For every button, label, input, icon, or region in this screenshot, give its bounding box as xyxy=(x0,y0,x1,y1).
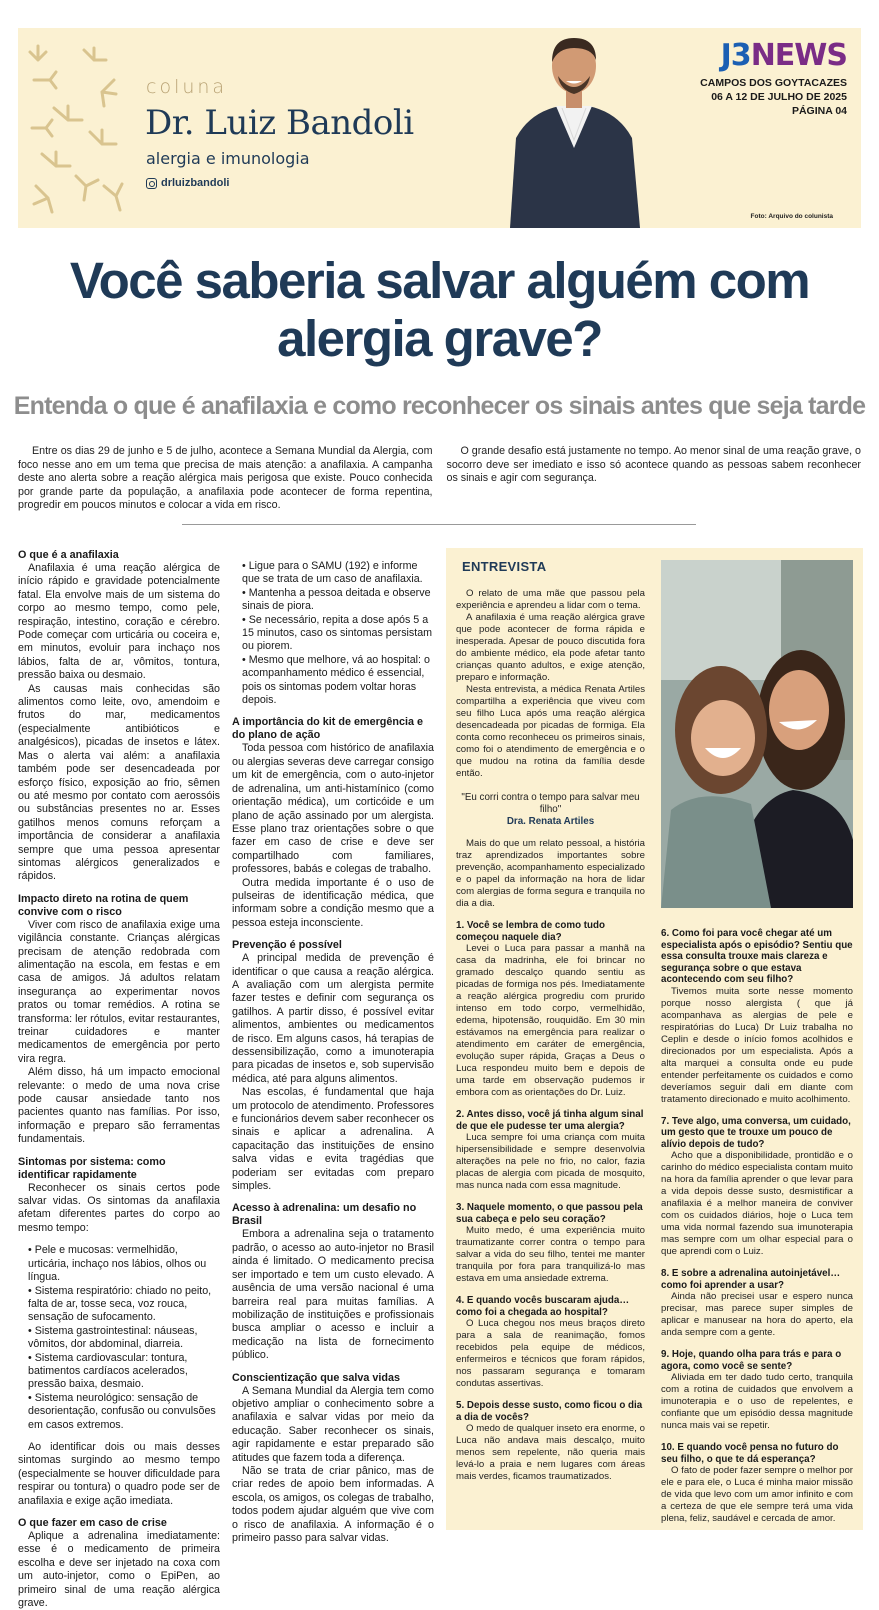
question: 8. E sobre a adrenalina autoinjetável… como foi aprender a usar? xyxy=(661,1268,841,1291)
paragraph: A Semana Mundial da Alergia tem como objetivo ampliar o conhecimento sobre a anafilaxia e salvar vidas por meio da educação. Saber reconhecer os sinais, agir rapidamente e estar preparado são atitudes que fazem toda a diferença. xyxy=(232,1384,434,1464)
section-heading: Prevenção é possível xyxy=(232,939,342,952)
question: 6. Como foi para você chegar até um especialista após o episódio? Sentiu que essa consulta trouxe mais clareza e segurança sobre o que estava acontecendo com seu filho? xyxy=(661,928,853,985)
article-column-1 xyxy=(18,549,220,1610)
bullet-item: • Mantenha a pessoa deitada e observe sinais de piora. xyxy=(242,586,431,613)
section-heading: O que fazer em caso de crise xyxy=(18,1517,167,1529)
question: 5. Depois desse susto, como ficou o dia a dia de vocês? xyxy=(456,1400,643,1423)
paragraph: Aplique a adrenalina imediatamente: esse é o medicamento de primeira escolha e deve ser injetado na coxa com um auto-injetor, como o EpiPen, ao primeiro sinal de uma reação alérgica grave. xyxy=(18,1530,220,1610)
edition-dates: 06 A 12 DE JULHO DE 2025 xyxy=(711,91,847,103)
j3news-logo xyxy=(721,38,847,73)
city: CAMPOS DOS GOYTACAZES xyxy=(700,77,847,89)
instagram-icon xyxy=(146,178,157,189)
answer: Muito medo, é uma experiência muito traumatizante correr contra o tempo para salvar a vida do seu filho, tentei me manter tranquila por fora para tranquilizá-lo mas estava em uma ansiedade extrema. xyxy=(456,1225,645,1284)
paragraph: Não se trata de criar pânico, mas de criar redes de apoio bem informadas. A escola, os amigos, os colegas de trabalho, todos podem ajudar alguém que vive com o risco de anafilaxia. A informação é o primeiro passo para salvar vidas. xyxy=(232,1464,434,1544)
columnist-name: Dr. Luiz Bandoli xyxy=(145,103,414,143)
specialty: alergia e imunologia xyxy=(146,149,310,168)
question: 10. E quando você pensa no futuro do seu filho, o que te dá esperança? xyxy=(661,1442,839,1465)
columnist-photo xyxy=(500,28,648,228)
paragraph: Anafilaxia é uma reação alérgica de início rápido e gravidade potencialmente fatal. Ela envolve mais de um sistema do corpo ao mesmo tempo, como pele, respiração, intestino, coração e cérebro. Pode começar com urticária ou coceira e, em minutos, evoluir para inchaço nos lábios, falta de ar, vômitos, tontura, pressão baixa ou desmaio. xyxy=(18,562,220,682)
paragraph: Embora a adrenalina seja o tratamento padrão, o acesso ao auto-injetor no Brasil ainda é limitado. O medicamento precisa ser importado e tem um custo elevado. A ausência de uma versão nacional é uma barreira real para muitas famílias. A mobilização de instituições e profissionais busca ampliar o acesso e incluir a medicação na lista de fornecimento público. xyxy=(232,1228,434,1362)
paragraph: Toda pessoa com histórico de anafilaxia ou alergias severas deve carregar consigo um kit de emergência, com o auto-injetor de adrenalina, um anti-histamínico (como orientação médica), um corticóide e um plano de ação assinado por um alergista. Esse plano traz orientações sobre o que fazer em caso de crise e deve ser compartilhado com familiares, professores, babás e colegas de trabalho. xyxy=(232,742,434,876)
quote-author: Dra. Renata Artiles xyxy=(506,816,595,827)
paragraph: Ao identificar dois ou mais desses sintomas surgindo ao mesmo tempo (especialmente se houver dificuldade para respirar ou tontura) o quadro pode ser de anafilaxia e exige ação imediata. xyxy=(18,1440,220,1507)
question: 3. Naquele momento, o que passou pela sua cabeça e pelo seu coração? xyxy=(456,1202,643,1225)
subheadline: Entenda o que é anafilaxia e como reconhecer os sinais antes que seja tarde xyxy=(13,392,866,420)
pull-quote xyxy=(456,792,645,828)
interview-column-2 xyxy=(661,918,853,1525)
headline: Você saberia salvar alguém com alergia grave? xyxy=(69,252,810,367)
paragraph: Reconhecer os sinais certos pode salvar vidas. Os sintomas da anafilaxia afetam diferentes partes do corpo ao mesmo tempo: xyxy=(18,1181,220,1234)
column-label: coluna xyxy=(146,76,228,98)
bullet-item: • Sistema respiratório: chiado no peito, falta de ar, tosse seca, voz rouca, sensação de sufocamento. xyxy=(28,1284,212,1324)
section-heading: A importância do kit de emergência e do plano de ação xyxy=(232,716,424,742)
question: 7. Teve algo, uma conversa, um cuidado, um gesto que te trouxe um pouco de alívio depois de tudo? xyxy=(661,1115,851,1150)
answer: O Luca chegou nos meus braços direto para a sala de reanimação, fomos recebidos pela equipe de médicos, enfermeiros e técnicos que foram rápidos, nos passaram segurança e tomaram condutas assertivas. xyxy=(456,1318,645,1389)
paragraph: As causas mais conhecidas são alimentos como leite, ovo, amendoim e frutos do mar, medicamentos (especialmente antibióticos e analgésicos), picadas de insetos e látex. Mas o alerta vai além: a anafilaxia também pode ser desencadeada por esforço físico, exposição ao frio, sêmen ou até mesmo por contato com aerossóis ou substâncias presentes no ar. Esses gatilhos menos comuns reforçam a importância de considerar a anafilaxia sempre que uma pessoa apresentar sintomas alérgicos generalizados e rápidos. xyxy=(18,682,220,883)
intro-paragraph: O grande desafio está justamente no tempo. Ao menor sinal de uma reação grave, o socorro deve ser imediato e isso só acontece quando as pessoas sabem reconhecer os sinais e agir com segurança. xyxy=(446,445,861,484)
logo-news: NEWS xyxy=(750,38,847,73)
bullet-item: • Sistema gastrointestinal: náuseas, vômitos, dor abdominal, diarreia. xyxy=(28,1324,198,1351)
bullet-item: • Se necessário, repita a dose após 5 a 15 minutos, caso os sintomas persistam ou piorem. xyxy=(242,613,433,653)
answer: O fato de poder fazer sempre o melhor por ele e para ele, o Luca é minha maior missão de vida que levo com um amor infinito e com a certeza de que ele sempre terá uma vida plena, feliz, saudável e cercada de amor. xyxy=(661,1465,853,1524)
answer: Ainda não precisei usar e espero nunca precisar, mas parece super simples de aplicar e manusear na hora do aperto, ela anda sempre com a gente. xyxy=(661,1291,853,1338)
intro-text xyxy=(18,445,861,513)
instagram-text: drluizbandoli xyxy=(161,177,230,189)
question: 2. Antes disso, você já tinha algum sinal de que ele pudesse ter uma alergia? xyxy=(456,1109,644,1132)
interview-column-1 xyxy=(456,588,645,1483)
interview-label: ENTREVISTA xyxy=(462,559,547,574)
section-heading: Conscientização que salva vidas xyxy=(232,1371,401,1384)
paragraph: Viver com risco de anafilaxia exige uma vigilância constante. Crianças alérgicas precisam de atenção redobrada com alimentação na escola, em festas e em casa de amigos. Já adultos relatam insegurança ao experimentar novos pratos ou tomar remédios. A rotina se transforma: ler rótulos, evitar restaurantes, treinar cuidadores e manter medicamentos de emergência por perto vira regra. xyxy=(18,918,220,1065)
bullet-item: • Pele e mucosas: vermelhidão, urticária, inchaço nos lábios, olhos ou língua. xyxy=(28,1244,207,1284)
answer: Aliviada em ter dado tudo certo, tranquila com a rotina de cuidados que envolvem a imunoterapia e o uso de repelentes, e confiante que um episódio dessa magnitude nunca mais vai se repetir. xyxy=(661,1372,853,1431)
question: 1. Você se lembra de como tudo começou naquele dia? xyxy=(456,920,605,943)
section-heading: Impacto direto na rotina de quem convive com o risco xyxy=(18,892,189,918)
article-column-2 xyxy=(232,560,434,1545)
paragraph: A anafilaxia é uma reação alérgica grave que pode acontecer de forma rápida e inesperada. Apesar de pouco discutida fora do ambiente médico, ela pode afetar tanto crianças quanto adultos, e exige atenção, preparo e informação. xyxy=(456,612,645,683)
answer: Tivemos muita sorte nesse momento porque nosso alergista ( que já acompanhava as alergias de pele e respiratórias do Luca) Dr Luiz trabalha no Ceplin e desde o início fomos acolhidos e direcionados por um especialista. Após a alta marquei a consulta onde eu pude entender perfeitamente os cuidados e como deveríamos seguir dali em diante com tratamento direcionado e muito acolhimento. xyxy=(661,985,853,1105)
instagram-handle[interactable] xyxy=(146,177,229,189)
bullet-item: • Sistema neurológico: sensação de desorientação, confusão ou convulsões em casos extremos. xyxy=(28,1391,216,1431)
paragraph: Nesta entrevista, a médica Renata Artiles compartilha a experiência que viveu com seu filho Luca após uma reação alérgica desencadeada por picadas de formiga. Ela conta como reconheceu os primeiros sinais, como foi o atendimento de emergência e o que mudou na rotina da família desde então. xyxy=(456,684,645,779)
bullet-item: • Sistema cardiovascular: tontura, batimentos cardíacos acelerados, pressão baixa, desmaio. xyxy=(28,1351,188,1391)
answer: O medo de qualquer inseto era enorme, o Luca não andava mais descalço, muito menos sem repelente, não queria mais levá-lo a praia e nem lugares com áreas mais verdes, ficamos traumatizados. xyxy=(456,1423,645,1482)
logo-j3: J3 xyxy=(720,38,751,73)
paragraph: Além disso, há um impacto emocional relevante: o medo de uma nova crise pode causar ansiedade tanto nos pacientes quanto nas famílias. Por isso, informação e preparo são ferramentas fundamentais. xyxy=(18,1066,220,1146)
photo-credit: Foto: Arquivo do colunista xyxy=(750,213,833,220)
question: 9. Hoje, quando olha para trás e para o agora, como você se sente? xyxy=(661,1349,842,1372)
antibody-molecules-icon xyxy=(24,36,128,220)
section-heading: Acesso à adrenalina: um desafio no Brasil xyxy=(232,1202,417,1228)
bullet-item: • Ligue para o SAMU (192) e informe que se trata de um caso de anafilaxia. xyxy=(242,560,423,586)
answer: Acho que a disponibilidade, prontidão e o carinho do médico especialista contam muito na hora da família aprender o que levar para a vida depois desse susto, desmistificar a anafilaxia é a melhor maneira de conviver com os cuidados diários, hoje o Luca tem uma vida normal fazendo sua imunoterapia mas sempre com um olhar especial para o que aprendi com o Luiz. xyxy=(661,1150,853,1257)
section-heading: Sintomas por sistema: como identificar rapidamente xyxy=(18,1155,166,1181)
interviewee-photo xyxy=(661,560,853,908)
interview-box xyxy=(446,548,863,1530)
section-heading: O que é a anafilaxia xyxy=(18,549,119,561)
paragraph: Nas escolas, é fundamental que haja um protocolo de atendimento. Professores e funcionários devem saber reconhecer os sinais e aplicar a adrenalina. A capacitação das instituições de ensino salva vidas e evita tragédias que poderiam ser evitadas com preparo simples. xyxy=(232,1086,434,1193)
edition-info xyxy=(700,76,847,118)
answer: Levei o Luca para passar a manhã na casa da madrinha, ele foi brincar no gramado descalço quando sentiu as picadas de formiga nos pés. Imediatamente a reação alérgica progrediu com prurido intenso em todo corpo, vermelhidão, edema, hipotensão, rouquidão. Em 30 min estávamos na emergência para realizar o atendimento em caráter de emergência, evolução super rápida, Graças a Deus o Luca respondeu muito bem e depois de uma tarde em observação pudemos ir embora com as orientações do Dr. Luiz. xyxy=(456,943,645,1098)
paragraph: Outra medida importante é o uso de pulseiras de identificação médica, que informam sobre a condição mesmo que a pessoa esteja inconsciente. xyxy=(232,876,434,929)
divider xyxy=(182,524,696,525)
question: 4. E quando vocês buscaram ajuda… como foi a chegada ao hospital? xyxy=(456,1295,630,1318)
paragraph: Mais do que um relato pessoal, a história traz aprendizados importantes sobre prevenção, acompanhamento especializado e o papel da informação na hora de lidar com alergias de forma segura e tranquila no dia a dia. xyxy=(456,838,645,909)
paragraph: A principal medida de prevenção é identificar o que causa a reação alérgica. A avaliação com um alergista permite fazer testes e definir com segurança os gatilhos. A partir disso, é possível evitar alimentos, ambientes ou medicamentos de risco. Em alguns casos, há terapias de dessensibilização, como a imunoterapia para picadas de insetos e, sob supervisão médica, até para alguns alimentos. xyxy=(232,952,434,1085)
bullet-item: • Mesmo que melhore, vá ao hospital: o acompanhamento médico é essencial, pois os sintomas podem voltar horas depois. xyxy=(242,653,430,707)
column-header xyxy=(18,28,861,228)
intro-paragraph: Entre os dias 29 de junho e 5 de julho, acontece a Semana Mundial da Alergia, com foco nesse ano em um tema que precisa de mais atenção: a anafilaxia. A campanha deste ano alerta sobre a reação alérgica mais perigosa que existe. Pouco conhecida por grande parte da população, a anafilaxia pode acontecer de forma repentina, progredir em poucos minutos e colocar a vida em risco. xyxy=(18,445,433,511)
page-number: PÁGINA 04 xyxy=(791,105,847,117)
quote-text: "Eu corri contra o tempo para salvar meu filho" xyxy=(461,792,640,815)
answer: Luca sempre foi uma criança com muita hipersensibilidade e sempre desenvolvia alterações na pele no frio, no calor, fazia placas de alergia com picada de mosquito, mas nunca nada com essa magnitude. xyxy=(456,1132,645,1191)
paragraph: O relato de uma mãe que passou pela experiência e aprendeu a lidar com o tema. xyxy=(456,588,645,611)
